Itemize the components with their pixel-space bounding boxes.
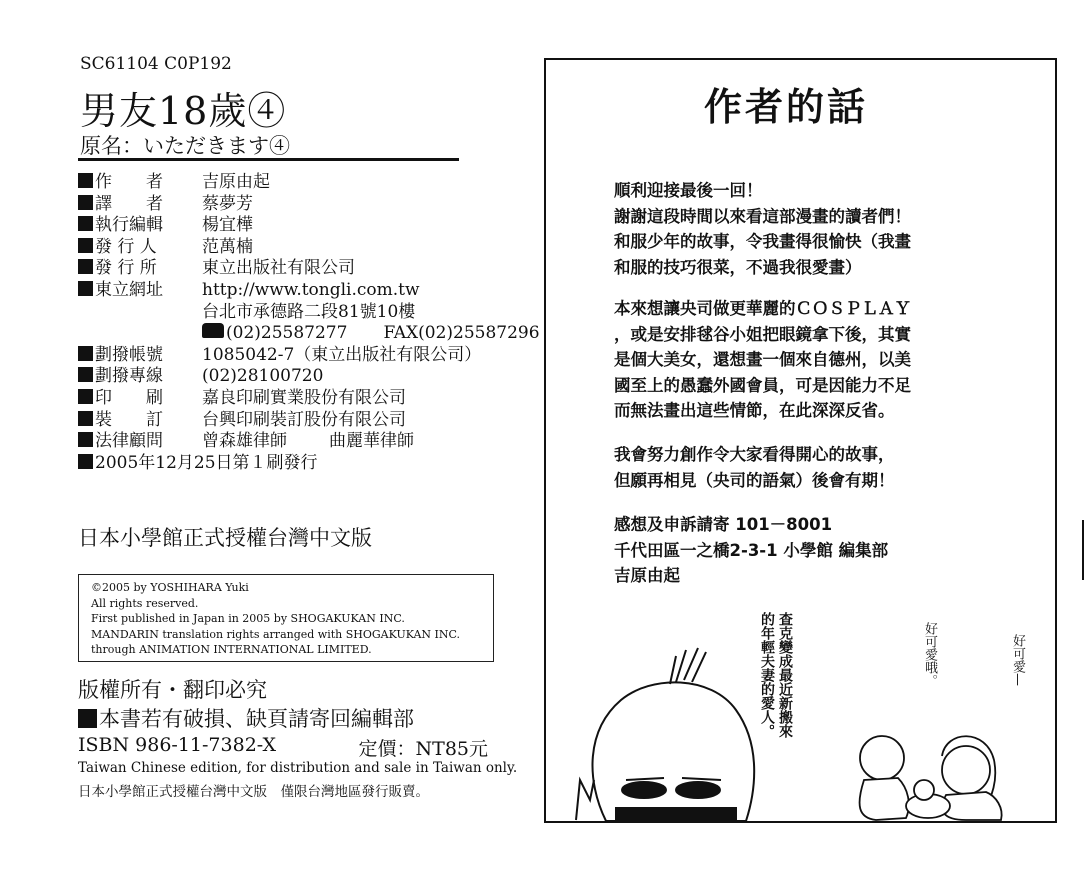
credit-row: 劃撥帳號 1085042-7（東立出版社有限公司） <box>78 345 540 367</box>
manga-illustration <box>546 630 1055 821</box>
distribution-note-en: Taiwan Chinese edition, for distribution and sale in Taiwan only. <box>78 760 518 776</box>
note-paragraph-2: 本來想讓央司做更華麗的ＣＯＳＰＬＡＹ ，或是安排毬谷小姐把眼鏡拿下後，其實 是個大美女，還想畫一個來自德州，以美 國至上的愚蠢外國會員，可是因能力不足 而無法畫出這些情節，在此深深反省。 <box>614 299 911 420</box>
print-date-row: 2005年12月25日第１刷發行 <box>78 453 540 475</box>
title-rule <box>78 158 459 161</box>
speech-cute-2: 好可愛— <box>1010 634 1025 686</box>
website-link[interactable]: http://www.tongli.com.tw <box>202 279 420 300</box>
credit-row: 劃撥專線 (02)28100720 <box>78 366 540 388</box>
credit-row: 發 行 所 東立出版社有限公司 <box>78 258 540 280</box>
page-edge-mark <box>1082 520 1090 580</box>
speech-cute-1: 好可愛哦。 <box>922 622 937 687</box>
isbn-price-row <box>78 734 488 761</box>
book-title: 男友18歲④ <box>80 89 287 133</box>
price: 定價：NT85元 <box>358 738 488 760</box>
credit-row <box>78 323 540 345</box>
distribution-note-zh: 日本小學館正式授權台灣中文版 僅限台灣地區發行販賣。 <box>78 784 429 800</box>
note-paragraph-1: 順利迎接最後一回！ 謝謝這段時間以來看這部漫畫的讀者們！ 和服少年的故事，令我畫得很愉快（我畫 和服的技巧很菜，不過我很愛畫） <box>614 181 911 277</box>
credit-row: 作 者 吉原由起 <box>78 172 540 194</box>
credit-row: 法律顧問 曾森雄律師 曲麗華律師 <box>78 431 540 453</box>
rights-notice: 版權所有・翻印必究 本書若有破損、缺頁請寄回編輯部 <box>78 678 414 731</box>
original-title: 原名：いただきます④ <box>80 134 290 158</box>
author-note-panel <box>544 58 1057 823</box>
credit-row <box>78 302 540 324</box>
phone-number: (02)25587277 <box>226 323 348 344</box>
caption-vertical: 查克變成最近新搬來的年輕夫妻的愛人。 <box>759 612 793 738</box>
fax-number: FAX(02)25587296 <box>383 323 540 344</box>
copyright-box: ©2005 by YOSHIHARA Yuki All rights reserved. First published in Japan in 2005 by SHOGAKUKAN INC. MANDARIN translation rights arranged with SHOGAKUKAN INC. through ANIMATION INTERNATIONAL LIMITED. <box>78 574 494 662</box>
isbn: ISBN 986-11-7382-X <box>78 734 277 756</box>
address: 台北市承德路二段81號10樓 <box>202 301 416 322</box>
book-code: SC61104 C0P192 <box>80 54 232 74</box>
bullet-square-icon <box>78 709 97 728</box>
note-paragraph-4: 感想及申訴請寄 101－8001 千代田區一之橋2-3-1 小學館 編集部 吉原由起 <box>614 515 889 585</box>
credit-row: 譯 者 蔡夢芳 <box>78 194 540 216</box>
credit-row: 執行編輯 楊宜樺 <box>78 215 540 237</box>
license-line: 日本小學館正式授權台灣中文版 <box>78 526 372 550</box>
spiky-haired-character <box>576 648 754 821</box>
telephone-icon <box>202 323 224 338</box>
credit-row: 裝 訂 台興印刷裝訂股份有限公司 <box>78 410 540 432</box>
author-note-title: 作者的話 <box>704 85 869 129</box>
credits-list <box>78 172 540 474</box>
note-paragraph-3: 我會努力創作令大家看得開心的故事， 但願再相見（央司的語氣）後會有期！ <box>614 445 895 490</box>
credit-row: 東立網址 http://www.tongli.com.tw <box>78 280 540 302</box>
credit-row: 印 刷 嘉良印刷實業股份有限公司 <box>78 388 540 410</box>
couple-characters <box>860 736 1002 820</box>
credit-row: 發 行 人 范萬楠 <box>78 237 540 259</box>
